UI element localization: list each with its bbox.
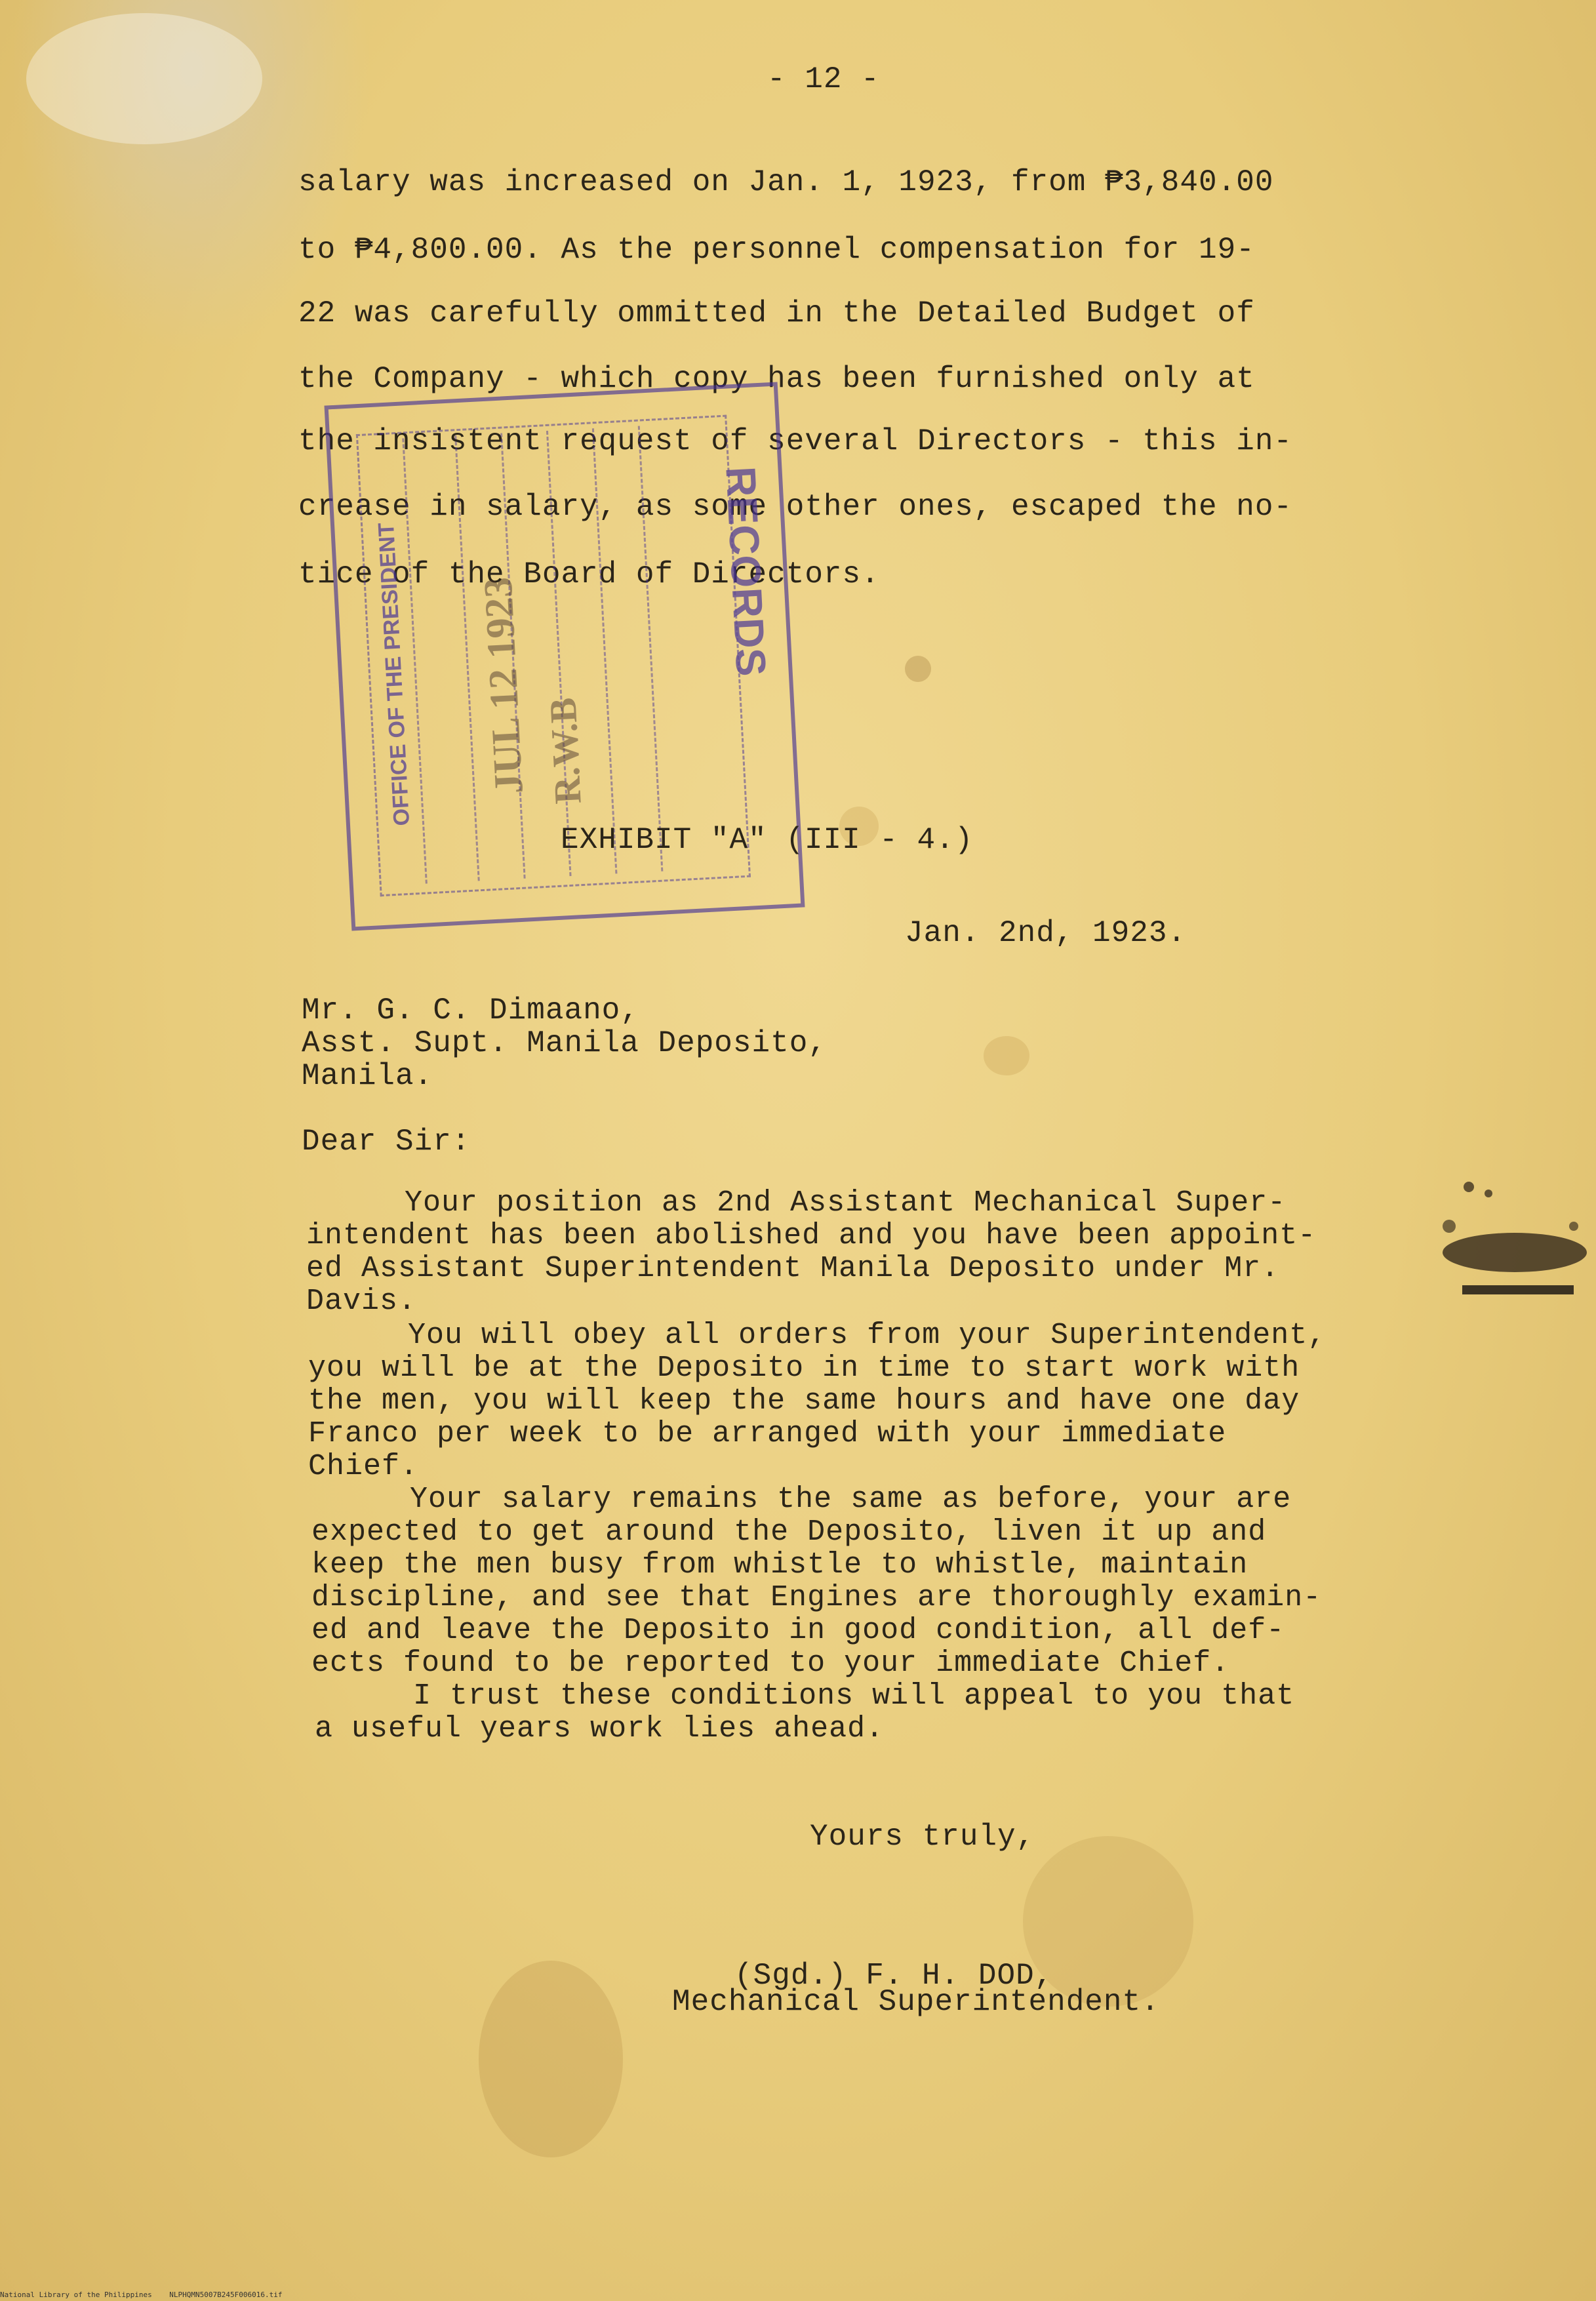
scan-footer — [0, 2291, 282, 2299]
body-line: Davis. — [306, 1285, 417, 1318]
footer-library: National Library of the Philippines — [0, 2291, 152, 2299]
body-line: a useful years work lies ahead. — [315, 1712, 885, 1746]
exhibit-heading: EXHIBIT "A" (III - 4.) — [561, 823, 974, 857]
body-line: Chief. — [308, 1450, 419, 1483]
torn-corner — [26, 13, 262, 144]
stain — [905, 656, 931, 682]
body-line: Franco per week to be arranged with your immediate — [308, 1417, 1227, 1451]
footer-file: NLPHQMN5007B245F006016.tif — [169, 2291, 283, 2299]
page-number: - 12 - — [767, 62, 880, 96]
paragraph-line: tice of the Board of Directors. — [298, 557, 880, 591]
paragraph-line: the Company - which copy has been furnished only at — [298, 362, 1255, 396]
stamp-date: JUL 12 1923 — [475, 576, 532, 795]
recipient-line: Mr. G. C. Dimaano, — [302, 993, 639, 1028]
body-line: Your salary remains the same as before, your are — [410, 1483, 1292, 1516]
signer-title: Mechanical Superintendent. — [672, 1985, 1160, 2019]
body-line: intendent has been abolished and you have been appoint- — [306, 1219, 1317, 1252]
paragraph-line: 22 was carefully ommitted in the Detailed Budget of — [298, 296, 1255, 330]
paragraph-line: to ₱4,800.00. As the personnel compensation for 19- — [298, 233, 1255, 267]
recipient-line: Manila. — [302, 1059, 433, 1093]
stain — [479, 1961, 623, 2157]
paragraph-line: crease in salary, as some other ones, escaped the no- — [298, 490, 1293, 524]
body-line: the men, you will keep the same hours and have one day — [308, 1384, 1300, 1418]
body-line: You will obey all orders from your Superintendent, — [408, 1319, 1327, 1352]
stamp-records-label: RECORDS — [717, 465, 775, 678]
signature: (Sgd.) F. H. DOD, — [734, 1959, 1054, 1993]
body-line: keep the men busy from whistle to whistle, maintain — [311, 1548, 1248, 1582]
ink-blot — [1410, 1174, 1596, 1331]
paragraph-line: salary was increased on Jan. 1, 1923, from ₱3,840.00 — [298, 165, 1274, 199]
stamp-initials: R.W.B — [541, 696, 589, 805]
body-line: ed Assistant Superintendent Manila Deposito under Mr. — [306, 1252, 1280, 1285]
body-line: you will be at the Deposito in time to start work with — [308, 1351, 1300, 1385]
body-line: Your position as 2nd Assistant Mechanical Super- — [405, 1186, 1287, 1220]
body-line: expected to get around the Deposito, liven it up and — [311, 1515, 1267, 1549]
recipient-line: Asst. Supt. Manila Deposito, — [302, 1026, 827, 1060]
body-line: ects found to be reported to your immediate Chief. — [311, 1647, 1230, 1680]
body-line: discipline, and see that Engines are thoroughly examin- — [311, 1581, 1322, 1614]
letter-closing: Yours truly, — [810, 1820, 1035, 1854]
paragraph-line: the insistent request of several Directors - this in- — [298, 424, 1293, 458]
stamp-office-label: OFFICE OF THE PRESIDENT — [373, 522, 415, 827]
body-line: ed and leave the Deposito in good condition, all def- — [311, 1614, 1285, 1647]
body-line: I trust these conditions will appeal to you that — [413, 1679, 1295, 1713]
letter-date: Jan. 2nd, 1923. — [905, 916, 1187, 950]
stain — [984, 1036, 1029, 1075]
salutation: Dear Sir: — [302, 1125, 471, 1159]
